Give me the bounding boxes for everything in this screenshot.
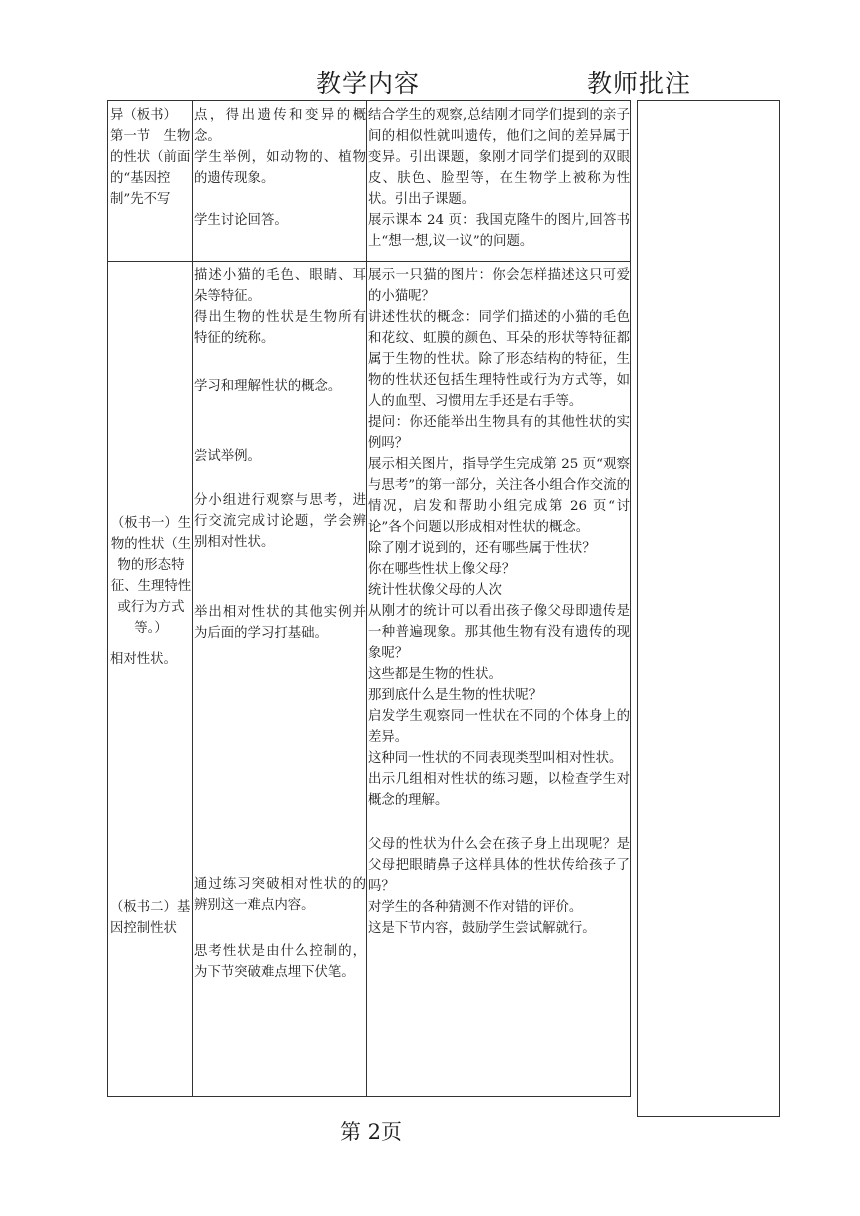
lesson-table [107,100,631,1097]
board-note-1-relative: 相对性状。 [110,652,177,667]
page-number: 第 2页 [340,1120,403,1144]
row1-teacher-activity: 结合学生的观察,总结刚才同学们提到的亲子间的相似性就叫遗传，他们之间的差异属于变异。引出课题，象刚才同学们提到的双眼皮、肤色、脸型等，在生物学上被称为性状。引出子课题。 展示课本 24 页：我国克隆牛的图片,回答书上“想一想,议一议”的问题。 [368,108,630,249]
student-activity-f: 举出相对性状的其他实例并为后面的学习打基础。 [194,605,366,641]
board-note-1: （板书一）生物的性状（生物的形态特征、生理特性或行为方式等。） [110,516,192,636]
student-activity-c: 学习和理解性状的概念。 [194,379,342,394]
board-note-2: （板书二）基因控制性状 [110,900,191,936]
teacher-notes-box [637,100,780,1117]
student-activity-d: 尝试举例。 [194,449,261,464]
row-divider [108,261,630,262]
notes-column-title: 教师批注 [587,69,692,98]
column-divider [192,101,193,1096]
row1-student-activity: 点，得出遗传和变异的概念。 学生举例，如动物的、植物的遗传现象。 学生讨论回答。 [194,108,366,228]
student-activity-g: 通过练习突破相对性状的的辨别这一难点内容。 [194,877,366,913]
student-activity-a: 描述小猫的毛色、眼睛、耳朵等特征。 [194,268,366,304]
column-divider [366,101,367,1096]
teacher-activity-list: 展示一只猫的图片：你会怎样描述这只可爱的小猫呢？ 讲述性状的概念：同学们描述的小猫的毛色和花纹、虹膜的颜色、耳朵的形状等特征都属于生物的性状。除了形态结构的特征，生物的性状还包括生理特性或行为方式等，如人的血型、习惯用左手还是右手等。 提问：你还能举出生物具有的其他性状的实例吗？ 展示相关图片，指导学生完成第 25 页“观察与思考”的第一部分，关注各小组合作交流的情况，启发和帮助小组完成第 26 页“讨论”各个问题以形成相对性状的概念。 除了刚才说到的，还有哪些属于性状？ 你在哪些性状上像父母？ 统计性状像父母的人次 从刚才的统计可以看出孩子像父母即遗传是一种普遍现象。那其他生物有没有遗传的现象呢？ 这些都是生物的性状。 那到底什么是生物的性状呢？ 启发学生观察同一性状在不同的个体身上的差异。 这种同一性状的不同表现类型叫相对性状。 出示几组相对性状的练习题，以检查学生对概念的理解。 父母的性状为什么会在孩子身上出现呢？是父母把眼睛鼻子这样具体的性状传给孩子了吗？ 对学生的各种猜测不作对错的评价。 这是下节内容，鼓励学生尝试解就行。 [368,268,630,936]
student-activity-h: 思考性状是由什么控制的，为下节突破难点埋下伏笔。 [194,944,366,980]
content-column-title: 教学内容 [316,69,421,98]
student-activity-e: 分小组进行观察与思考，进行交流完成讨论题，学会辨别相对性状。 [194,493,366,550]
student-activity-b: 得出生物的性状是生物所有特征的统称。 [194,310,366,346]
row1-board-notes: 异（板书） 第一节 生物的性状（前面的“基因控制”先不写 [110,108,191,207]
